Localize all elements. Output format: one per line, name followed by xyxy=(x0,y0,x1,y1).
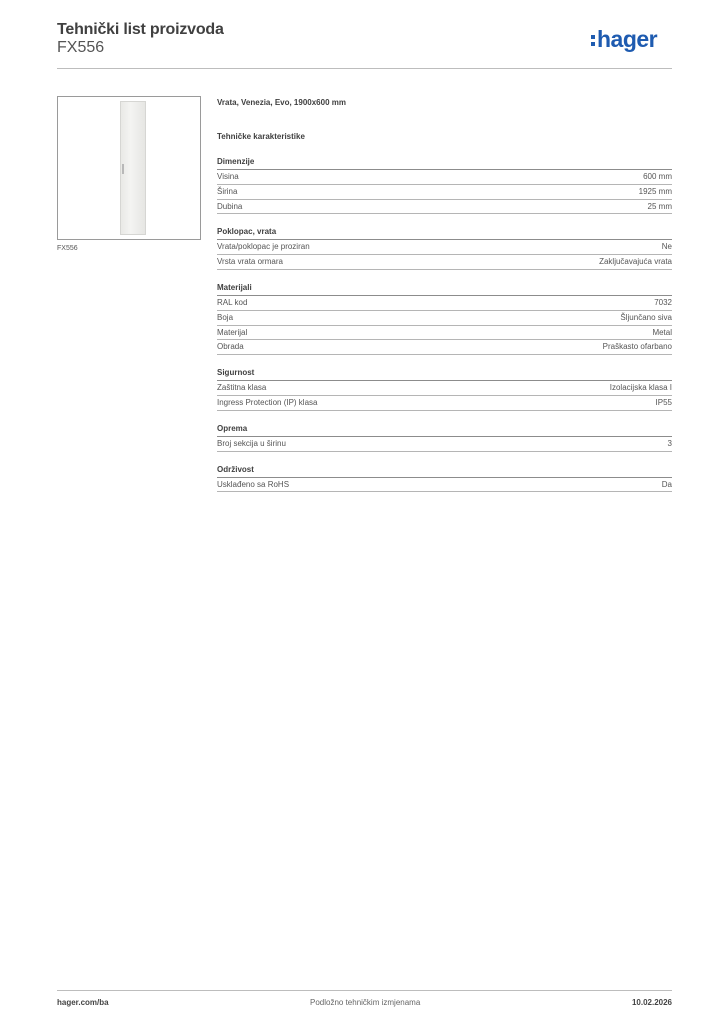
document-title: Tehnički list proizvoda xyxy=(57,21,224,38)
spec-value: Praškasto ofarbano xyxy=(602,342,672,352)
section-title: Dimenzije xyxy=(217,155,672,170)
spec-label: RAL kod xyxy=(217,297,248,307)
spec-row xyxy=(217,255,672,270)
footer-divider xyxy=(57,990,672,991)
footer-note: Podložno tehničkim izmjenama xyxy=(310,998,421,1007)
door-panel-image xyxy=(120,101,146,235)
section-title: Sigurnost xyxy=(217,366,672,381)
spec-row xyxy=(217,396,672,411)
spec-label: Vrsta vrata ormara xyxy=(217,257,283,267)
spec-row xyxy=(217,437,672,452)
spec-value: 3 xyxy=(667,438,672,448)
door-handle xyxy=(122,164,124,174)
spec-row xyxy=(217,185,672,200)
spec-row xyxy=(217,170,672,185)
spec-value: Izolacijska klasa I xyxy=(609,383,672,393)
spec-row xyxy=(217,381,672,396)
spec-content xyxy=(217,96,672,492)
spec-row xyxy=(217,296,672,311)
spec-sections xyxy=(217,155,672,492)
footer-date: 10.02.2026 xyxy=(631,998,672,1007)
footer-website: hager.com/ba xyxy=(57,998,109,1007)
product-code: FX556 xyxy=(57,39,105,56)
spec-label: Ingress Protection (IP) klasa xyxy=(217,397,318,407)
spec-value: 600 mm xyxy=(643,172,672,181)
spec-row xyxy=(217,326,672,341)
section-title: Materijali xyxy=(217,281,672,296)
spec-row xyxy=(217,200,672,215)
product-name: Vrata, Venezia, Evo, 1900x600 mm xyxy=(217,98,346,107)
spec-row xyxy=(217,240,672,255)
spec-value: 25 mm xyxy=(647,201,672,211)
spec-label: Materijal xyxy=(217,327,248,337)
spec-heading: Tehničke karakteristike xyxy=(217,132,305,141)
spec-value: Da xyxy=(661,479,672,489)
spec-row xyxy=(217,340,672,355)
section-title: Održivost xyxy=(217,463,672,478)
spec-value: Šljunčano siva xyxy=(620,312,672,322)
spec-label: Usklađeno sa RoHS xyxy=(217,479,290,489)
spec-label: Boja xyxy=(217,312,234,322)
section-title: Poklopac, vrata xyxy=(217,225,672,240)
spec-value: 1925 mm xyxy=(638,186,672,196)
spec-label: Vrata/poklopac je proziran xyxy=(217,242,310,252)
spec-value: 7032 xyxy=(654,297,672,307)
spec-row xyxy=(217,311,672,326)
section-title: Oprema xyxy=(217,422,672,437)
spec-value: Ne xyxy=(661,242,672,252)
image-caption: FX556 xyxy=(57,245,78,252)
spec-label: Zaštitna klasa xyxy=(217,383,267,393)
header-divider xyxy=(57,68,672,69)
spec-label: Širina xyxy=(217,186,238,196)
spec-label: Obrada xyxy=(217,342,244,352)
spec-value: Zaključavajuća vrata xyxy=(599,257,672,267)
logo-wordmark: hager xyxy=(597,26,658,52)
spec-label: Visina xyxy=(217,172,239,181)
logo-dots-icon xyxy=(591,35,595,49)
spec-value: Metal xyxy=(652,327,672,337)
hager-logo xyxy=(591,28,675,54)
spec-row xyxy=(217,478,672,493)
spec-label: Dubina xyxy=(217,201,243,211)
spec-label: Broj sekcija u širinu xyxy=(217,438,286,448)
product-image xyxy=(57,96,201,240)
spec-value: IP55 xyxy=(655,397,672,407)
